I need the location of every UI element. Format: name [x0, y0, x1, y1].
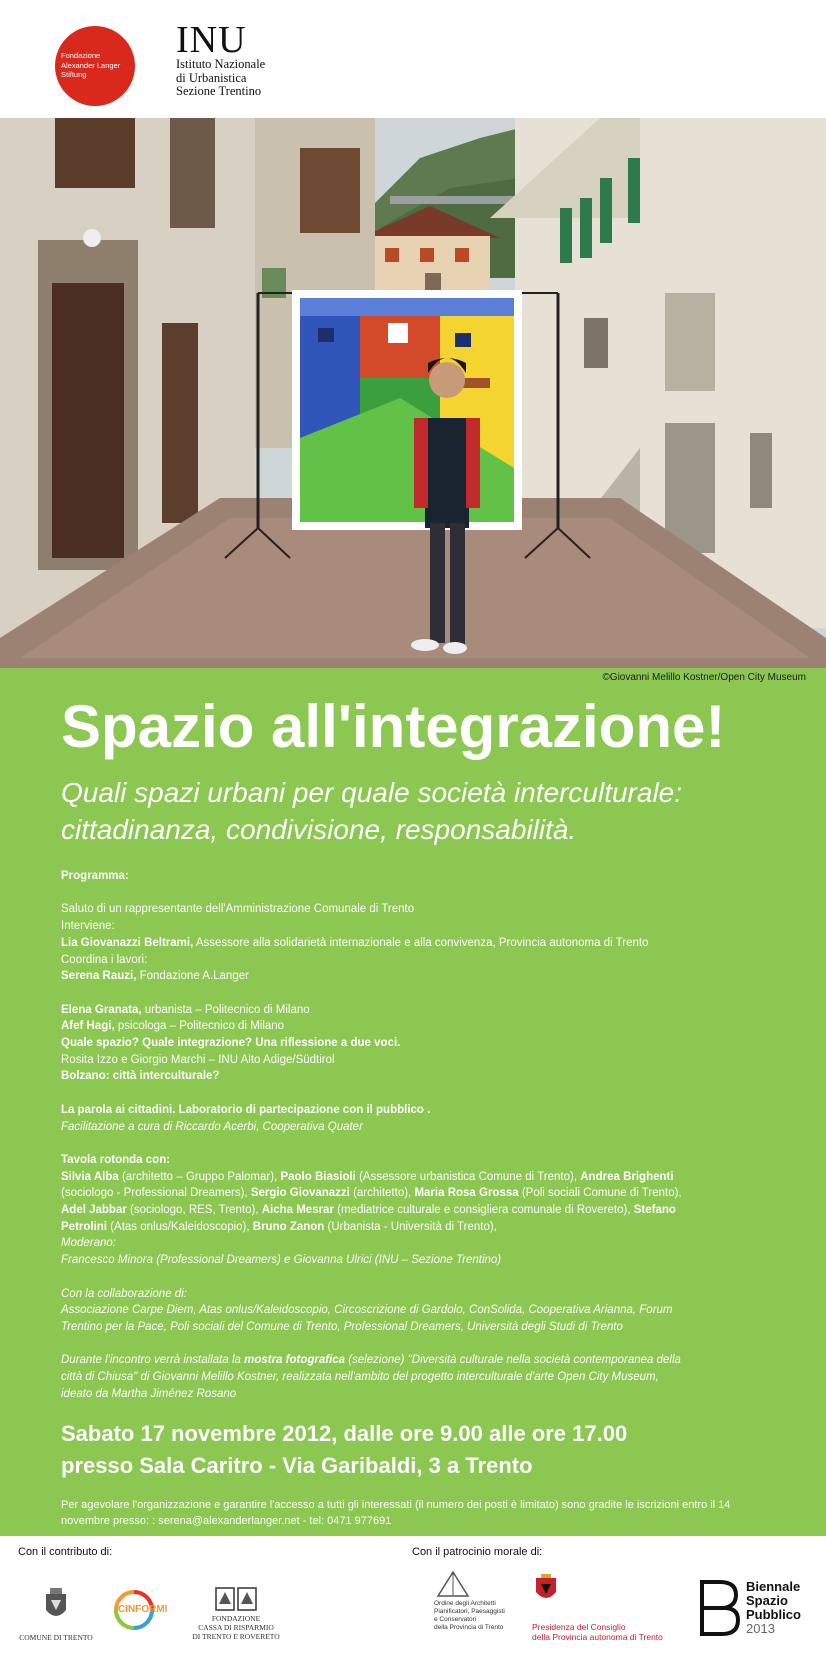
comune-caption: COMUNE DI TRENTO — [19, 1633, 93, 1642]
speaker-role: (Atas onlus/Kaleidoscopio), — [107, 1220, 253, 1233]
spacer — [61, 1135, 781, 1152]
speaker-name: Serena Rauzi, — [61, 970, 137, 983]
speaker-name: Paolo Biasioli — [280, 1170, 356, 1183]
poster-subtitle — [61, 774, 791, 848]
program-line — [61, 935, 781, 952]
speaker-name: Bruno Zanon — [252, 1220, 325, 1233]
exhibition-line: ideato da Martha Jiménez Rosano — [61, 1387, 237, 1400]
speaker-role: (sociologo, RES, Trento), — [126, 1204, 262, 1216]
inu-title: INU — [176, 19, 247, 61]
spacer — [61, 1085, 781, 1102]
speaker-role: Assessore alla solidarietà internazionale e alla convivenza, Provincia autonoma di Trento — [193, 936, 649, 949]
talk-title: Quale spazio? Quale integrazione? Una riflessione a due voci. — [61, 1037, 401, 1049]
poster-body — [0, 668, 826, 1536]
speaker-role: (architetto), — [349, 1187, 415, 1200]
speaker-role: (architetto – Gruppo Palomar), — [118, 1170, 281, 1183]
ordine-architetti-logo-icon — [436, 1570, 470, 1598]
program-line: Coordina i lavori: — [61, 953, 148, 966]
registration-line: novembre presso: : serena@alexanderlanger.net - tel: 0471 977691 — [61, 1515, 392, 1527]
biennale-line: Spazio — [746, 1593, 788, 1608]
moderators: Francesco Minora (Professional Dreamers) e Giovanna Ulrici (INU – Sezione Trentino) — [61, 1254, 502, 1267]
inu-logo — [176, 19, 266, 99]
biennale-logo-icon — [698, 1578, 742, 1638]
speaker-name: Petrolini — [61, 1220, 108, 1233]
speaker-name: Stefano — [633, 1204, 676, 1216]
spacer — [61, 1336, 781, 1353]
speaker-role: urbanista – Politecnico di Milano — [141, 1003, 310, 1016]
speaker-name: Lia Giovanazzi Beltrami, — [61, 936, 194, 949]
program-line — [61, 968, 781, 985]
exhibition-highlight: mostra fotografica — [244, 1354, 346, 1367]
hero-photo — [0, 118, 826, 668]
speaker-role: (sociologo - Professional Dreamers), — [61, 1187, 251, 1200]
collaboration-line: Trentino per la Pace, Poli sociali del Comune di Trento, Professional Dreamers, Università degli Studi di Trento — [61, 1320, 623, 1333]
cassa-caption-line: DI TRENTO E ROVERETO — [192, 1632, 280, 1641]
cassa-caption — [186, 1614, 286, 1641]
panelist-line — [61, 1202, 781, 1219]
fondazione-langer-logo — [55, 26, 135, 106]
biennale-line: Pubblico — [746, 1607, 801, 1622]
ordine-caption-line: Ordine degli Architetti — [434, 1600, 496, 1607]
speaker-name: Aicha Mesrar — [261, 1204, 334, 1216]
exhibition-text: Durante l'incontro verrà installata la — [61, 1354, 245, 1367]
cassa-caption-line: CASSA DI RISPARMIO — [198, 1623, 274, 1632]
event-place: presso Sala Caritro - Via Garibaldi, 3 a Trento — [61, 1453, 533, 1478]
panelist-line — [61, 1185, 781, 1202]
speaker-name: Andrea Brighenti — [580, 1170, 674, 1183]
panelist-line — [61, 1169, 781, 1186]
inu-line: di Urbanistica — [176, 70, 247, 85]
spacer — [61, 1269, 781, 1286]
presidenza-caption-line: della Provincia autonoma di Trento — [532, 1632, 663, 1642]
cassa-caption-line: FONDAZIONE — [211, 1614, 261, 1623]
speaker-role: (Poli sociali Comune di Trento), — [518, 1187, 682, 1200]
program-heading: Programma: — [61, 870, 129, 882]
ordine-caption-line: Pianificatori, Paesaggisti — [434, 1608, 505, 1615]
collaboration-heading: Con la collaborazione di: — [61, 1287, 187, 1300]
sponsors-footer — [0, 1536, 826, 1653]
program-line: Facilitazione a cura di Riccardo Acerbi, Cooperativa Quater — [61, 1120, 363, 1133]
speaker-name: Elena Granata, — [61, 1003, 142, 1016]
registration-note — [61, 1497, 781, 1529]
biennale-line: Biennale — [746, 1579, 801, 1594]
contributo-label: Con il contributo di: — [18, 1546, 113, 1558]
speaker-name: Afef Hagi, — [61, 1020, 115, 1033]
workshop-title: La parola ai cittadini. Laboratorio di partecipazione con il pubblico . — [61, 1103, 431, 1116]
fondazione-logo-line: Alexander Langer — [61, 60, 121, 70]
event-date: Sabato 17 novembre 2012, dalle ore 9.00 alle ore 17.00 — [61, 1421, 628, 1446]
program-line — [61, 1002, 781, 1019]
poster-title: Spazio all'integrazione! — [61, 693, 726, 760]
program-line: Rosita Izzo e Giorgio Marchi – INU Alto Adige/Südtirol — [61, 1053, 335, 1066]
exhibition-text: (selezione) "Diversità culturale nella società contemporanea della — [345, 1354, 681, 1367]
exhibition-line: città di Chiusa" di Giovanni Melillo Kostner, realizzata nell'ambito del progetto interculturale d'arte Open City Museum, — [61, 1371, 659, 1383]
ordine-caption-line: della Provincia di Trento — [434, 1624, 504, 1631]
header — [0, 0, 826, 118]
spacer — [61, 985, 781, 1002]
collaboration-line: Associazione Carpe Diem, Atas onlus/Kaleidoscopio, Circoscrizione di Gardolo, ConSolida, Cooperativa Arianna, Forum — [61, 1304, 673, 1317]
spacer — [61, 885, 781, 902]
comune-crest-icon — [44, 1588, 68, 1622]
speaker-role: Fondazione A.Langer — [136, 970, 249, 983]
biennale-year: 2013 — [746, 1621, 775, 1636]
program — [61, 868, 781, 1402]
inu-line: Istituto Nazionale — [176, 57, 266, 71]
moderators-heading: Moderano: — [61, 1237, 116, 1250]
street-scene-illustration — [0, 118, 826, 668]
exhibition-line — [61, 1352, 781, 1369]
cinformi-text: CINFORMI — [118, 1604, 168, 1615]
patrocinio-label: Con il patrocinio morale di: — [412, 1546, 543, 1558]
cassa-logo-icon — [214, 1586, 258, 1612]
presidenza-caption-line: Presidenza del Consiglio — [532, 1622, 626, 1632]
speaker-role: (mediatrice culturale e consigliera comunale di Rovereto), — [333, 1204, 634, 1216]
roundtable-heading: Tavola rotonda con: — [61, 1153, 171, 1166]
talk-title: Bolzano: città interculturale? — [61, 1070, 220, 1083]
inu-line: Sezione Trentino — [176, 84, 262, 98]
ordine-caption-line: e Conservatori — [434, 1616, 477, 1623]
fondazione-logo-line: Fondazione — [61, 51, 101, 60]
event-info — [61, 1418, 627, 1482]
presidenza-caption — [532, 1622, 663, 1642]
ordine-caption — [434, 1600, 505, 1632]
speaker-role: (Assessore urbanistica Comune di Trento), — [355, 1170, 581, 1183]
biennale-logo-text — [746, 1580, 801, 1636]
program-line — [61, 1018, 781, 1035]
speaker-name: Adel Jabbar — [61, 1204, 127, 1216]
speaker-role: (Urbanista - Università di Trento), — [324, 1220, 497, 1233]
panelist-line — [61, 1219, 781, 1236]
speaker-name: Silvia Alba — [61, 1170, 119, 1183]
subtitle-line: Quali spazi urbani per quale società interculturale: — [61, 777, 683, 808]
program-line: Saluto di un rappresentante dell'Amministrazione Comunale di Trento — [61, 903, 415, 916]
provincia-crest-icon — [535, 1574, 557, 1604]
registration-line: Per agevolare l'organizzazione e garantire l'accesso a tutti gli interessati (il numero dei posti è limitato) sono gradite le iscrizioni entro il 14 — [61, 1499, 731, 1511]
photo-credit: ©Giovanni Melillo Kostner/Open City Museum — [602, 672, 806, 683]
speaker-name: Maria Rosa Grossa — [414, 1187, 519, 1200]
speaker-name: Sergio Giovanazzi — [250, 1187, 350, 1200]
program-line: Interviene: — [61, 920, 115, 933]
subtitle-line: cittadinanza, condivisione, responsabilità. — [61, 814, 577, 845]
fondazione-logo-line: Stiftung — [61, 70, 87, 79]
speaker-role: psicologa – Politecnico di Milano — [114, 1020, 285, 1033]
